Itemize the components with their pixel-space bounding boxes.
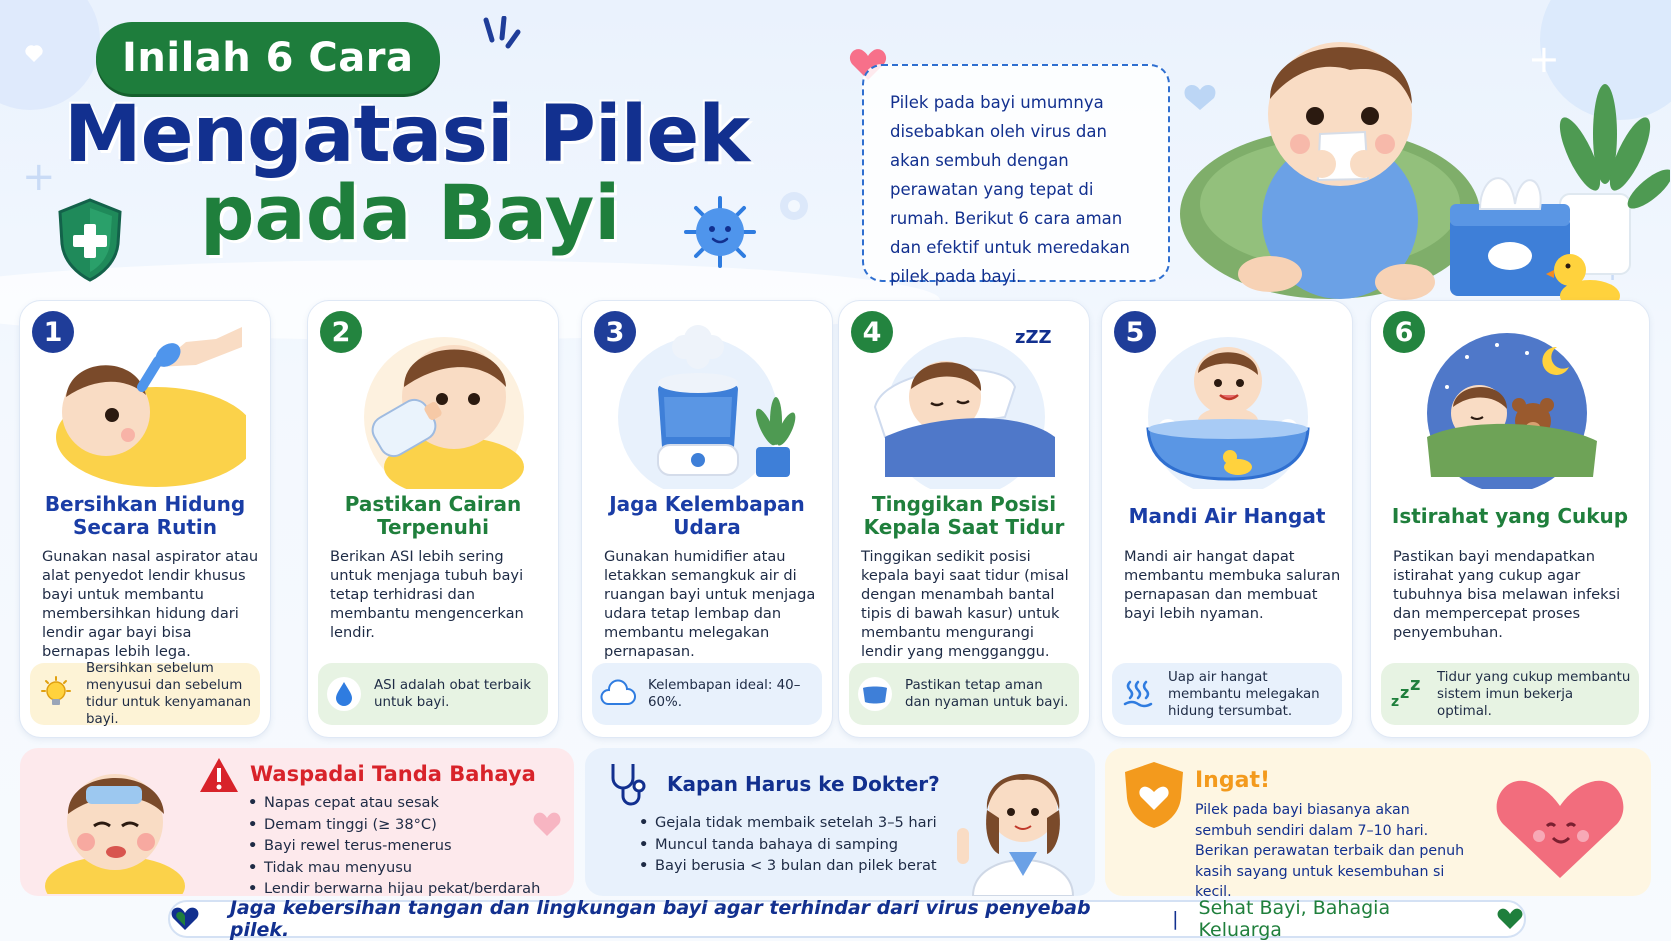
step-card-2 (307, 300, 559, 738)
svg-text:+: + (1528, 37, 1560, 81)
pillow-icon (857, 676, 893, 712)
step-number: 3 (594, 311, 636, 353)
doctor-box (585, 748, 1095, 896)
heart-icon (170, 906, 200, 932)
remember-text: Pilek pada bayi biasanya akan sembuh sendiri dalam 7–10 hari. Berikan perawatan terbaik dan penuh kasih sayang untuk kesembuhan si kecil. (1195, 802, 1465, 900)
danger-signs-box (20, 748, 574, 896)
step-tip (1112, 663, 1342, 725)
tip-text: Uap air hangat membantu melegakan hidung tersumbat. (1168, 669, 1320, 719)
doctor-list (639, 812, 937, 877)
danger-list (248, 792, 540, 900)
page-title: Mengatasi Pilek (64, 90, 750, 180)
step-card-1 (19, 300, 271, 738)
step-description: Pastikan bayi mendapatkan istirahat yang cukup agar tubuhnya bisa melawan infeksi dan mempercepat proses penyembuhan. (1393, 548, 1621, 641)
tip-text: Bersihkan sebelum menyusui dan sebelum tidur untuk kenyamanan bayi. (86, 661, 252, 727)
list-item: • Demam tinggi (≥ 38°C) (248, 814, 540, 836)
step-card-4 (838, 300, 1090, 738)
step-title: Istirahat yang Cukup (1391, 503, 1629, 528)
step-card-6 (1370, 300, 1650, 738)
tip-text: Tidur yang cukup membantu sistem imun bekerja optimal. (1437, 669, 1631, 719)
tip-text: Kelembapan ideal: 40–60%. (648, 678, 801, 710)
footer-banner (168, 897, 1526, 941)
svg-text:z: z (1400, 683, 1410, 702)
svg-text:zZZ: zZZ (1015, 327, 1052, 348)
baby-with-tissue-illustration (1150, 4, 1670, 324)
step-title: Pastikan Cairan Terpenuhi (344, 492, 522, 539)
baby-sleeping-teddy-illustration (1407, 317, 1607, 489)
remember-title: Ingat! (1195, 768, 1270, 793)
nasal-aspirator-illustration (46, 317, 246, 489)
danger-title: Waspadai Tanda Bahaya (250, 762, 536, 786)
humidifier-illustration (608, 317, 808, 489)
title-badge: Inilah 6 Cara (96, 22, 440, 94)
remember-box (1105, 748, 1651, 900)
baby-bath-illustration (1128, 317, 1328, 489)
step-tip (318, 663, 548, 725)
step-tip (592, 663, 822, 725)
tip-text: Pastikan tetap aman dan nyaman untuk bayi. (905, 678, 1069, 710)
gear-decoration-icon (770, 182, 818, 230)
footer-tagline: Sehat Bayi, Bahagia Keluarga (1198, 897, 1391, 941)
virus-icon (680, 192, 760, 272)
zzz-icon (1389, 676, 1425, 712)
step-number: 4 (851, 311, 893, 353)
step-tip (1381, 663, 1639, 725)
step-card-3 (581, 300, 833, 738)
svg-text:z: z (1391, 694, 1400, 710)
step-tip (849, 663, 1079, 725)
step-title: Bersihkan Hidung Secara Rutin (44, 492, 246, 539)
shield-icon (54, 196, 126, 284)
step-description: Gunakan nasal aspirator atau alat penyedot lendir khusus bayi untuk membantu membersihkan hidung dari lendir agar bayi bisa bernapas lebih lega. (42, 548, 259, 660)
tip-text: ASI adalah obat terbaik untuk bayi. (374, 678, 532, 710)
list-item: • Lendir berwarna hijau pekat/berdarah (248, 878, 540, 900)
footer-separator: | (1172, 908, 1179, 930)
heart-icon (532, 810, 562, 838)
svg-text:+: + (22, 154, 56, 200)
list-item: • Bayi berusia < 3 bulan dan pilek berat (639, 855, 937, 877)
baby-drinking-bottle-illustration (334, 317, 534, 489)
stethoscope-icon (607, 760, 651, 810)
sick-baby-illustration (40, 756, 190, 894)
water-drop-icon (326, 676, 362, 712)
warning-icon (198, 756, 240, 794)
step-description: Mandi air hangat dapat membantu membuka saluran pernapasan dan membuat bayi lebih nyaman. (1124, 548, 1341, 622)
intro-text: Pilek pada bayi umumnya disebabkan oleh virus dan akan sembuh dengan perawatan yang tepat di rumah. Berikut 6 cara aman dan efektif untuk meredakan pilek pada bayi. (862, 64, 1170, 282)
cloud-icon (600, 676, 636, 712)
list-item: • Bayi rewel terus-menerus (248, 835, 540, 857)
doctor-title: Kapan Harus ke Dokter? (667, 772, 940, 796)
smiling-heart-illustration (1485, 768, 1635, 884)
step-number: 5 (1114, 311, 1156, 353)
list-item: • Muncul tanda bahaya di samping (639, 834, 937, 856)
steam-icon (1120, 676, 1156, 712)
heart-shield-icon (1121, 760, 1187, 830)
heart-icon (1496, 907, 1524, 931)
doctor-illustration (953, 748, 1095, 896)
step-description: Gunakan humidifier atau letakkan semangkuk air di ruangan bayi untuk menjaga udara tetap lembap dan membantu melegakan pernapasan. (604, 548, 816, 660)
step-title: Mandi Air Hangat (1128, 503, 1326, 528)
list-item: • Napas cepat atau sesak (248, 792, 540, 814)
step-description: Berikan ASI lebih sering untuk menjaga tubuh bayi tetap terhidrasi dan membantu mengencerkan lendir. (330, 548, 524, 641)
baby-sleeping-elevated-illustration (865, 317, 1065, 489)
lightbulb-icon (38, 676, 74, 712)
step-number: 1 (32, 311, 74, 353)
list-item: • Gejala tidak membaik setelah 3–5 hari (639, 812, 937, 834)
page-subtitle: pada Bayi (200, 168, 621, 257)
sparkle-icon (478, 16, 528, 66)
step-number: 6 (1383, 311, 1425, 353)
step-tip (30, 663, 260, 725)
footer-message: Jaga kebersihan tangan dan lingkungan bayi agar terhindar dari virus penyebab pilek. (229, 897, 1091, 941)
step-card-5 (1101, 300, 1353, 738)
step-description: Tinggikan sedikit posisi kepala bayi saat tidur (misal dengan menambah bantal tipis di bawah kasur) untuk membantu mengurangi lendir yang mengganggu. (861, 548, 1069, 660)
step-title: Tinggikan Posisi Kepala Saat Tidur (863, 492, 1065, 539)
list-item: • Tidak mau menyusu (248, 857, 540, 879)
svg-text:z: z (1410, 676, 1421, 695)
step-number: 2 (320, 311, 362, 353)
step-title: Jaga Kelembapan Udara (609, 492, 805, 539)
